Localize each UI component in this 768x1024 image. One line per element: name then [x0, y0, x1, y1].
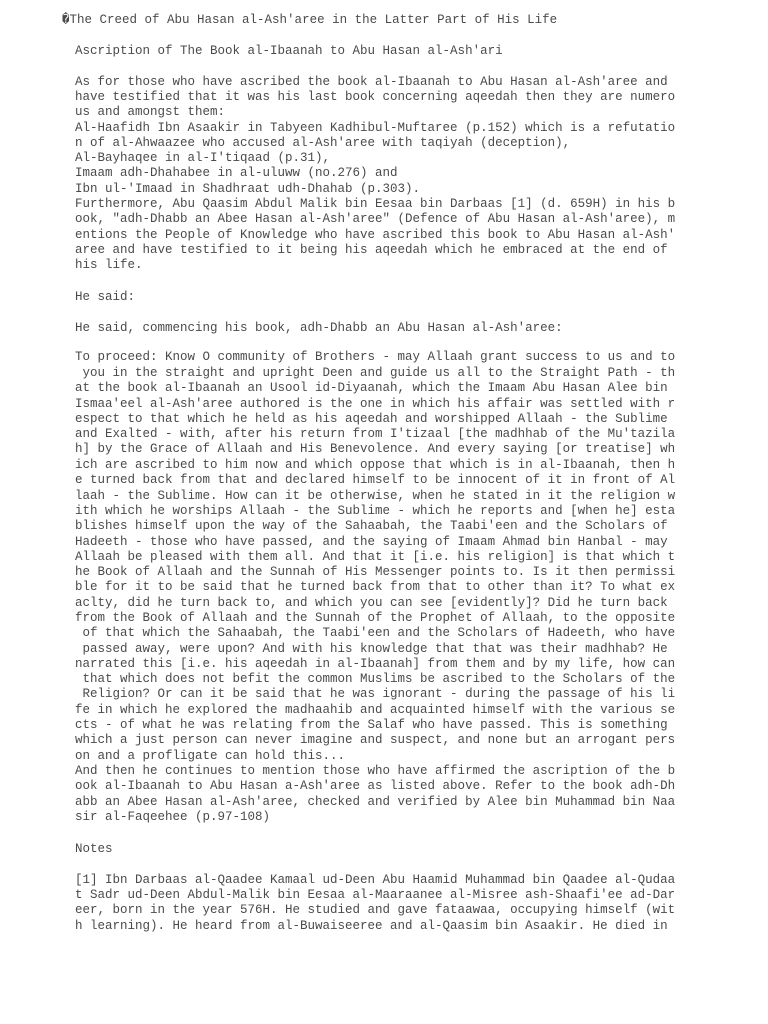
- text-line: Ibn ul-'Imaad in Shadhraat udh-Dhahab (p.303).: [75, 182, 421, 196]
- text-line: As for those who have ascribed the book al-Ibaanah to Abu Hasan al-Ash'aree and: [75, 75, 668, 89]
- text-line: Furthermore, Abu Qaasim Abdul Malik bin Eesaa bin Darbaas [1] (d. 659H) in his b: [75, 197, 676, 211]
- text-line: t Sadr ud-Deen Abdul-Malik bin Eesaa al-Maaraanee al-Misree ash-Shaafi'ee ad-Dar: [75, 888, 676, 902]
- text-line: Al-Bayhaqee in al-I'tiqaad (p.31),: [75, 151, 331, 165]
- text-line: espect to that which he held as his aqeedah and worshipped Allaah - the Sublime: [75, 412, 668, 426]
- text-line: us and amongst them:: [75, 105, 226, 119]
- text-line: at the book al-Ibaanah an Usool id-Diyaanah, which the Imaam Abu Hasan Alee bin: [75, 381, 668, 395]
- text-line: entions the People of Knowledge who have ascribed this book to Abu Hasan al-Ash': [75, 228, 676, 242]
- text-line: of that which the Sahaabah, the Taabi'een and the Scholars of Hadeeth, who have: [75, 626, 676, 640]
- text-line: h] by the Grace of Allaah and His Benevolence. And every saying [or treatise] wh: [75, 442, 676, 456]
- text-line: laah - the Sublime. How can it be otherwise, when he stated in it the religion w: [75, 489, 676, 503]
- text-line: ook, "adh-Dhabb an Abee Hasan al-Ash'aree" (Defence of Abu Hasan al-Ash'aree), m: [75, 212, 676, 226]
- text-line: h learning). He heard from al-Buwaiseeree and al-Qaasim bin Asaakir. He died in: [75, 919, 668, 933]
- text-line: that which does not befit the common Muslims be ascribed to the Scholars of the: [75, 672, 676, 686]
- text-line: have testified that it was his last book concerning aqeedah then they are numero: [75, 90, 676, 104]
- text-line: cts - of what he was relating from the Salaf who have passed. This is something: [75, 718, 668, 732]
- text-line: e turned back from that and declared himself to be innocent of it in front of Al: [75, 473, 676, 487]
- text-line: To proceed: Know O community of Brothers - may Allaah grant success to us and to: [75, 350, 676, 364]
- text-line: ook al-Ibaanah to Abu Hasan a-Ash'aree as listed above. Refer to the book adh-Dh: [75, 779, 676, 793]
- text-line: And then he continues to mention those who have affirmed the ascription of the b: [75, 764, 676, 778]
- document-title: �The Creed of Abu Hasan al-Ash'aree in the Latter Part of His Life: [62, 13, 558, 27]
- text-line: aree and have testified to it being his aqeedah which he embraced at the end of: [75, 243, 668, 257]
- text-line: narrated this [i.e. his aqeedah in al-Ibaanah] from them and by my life, how can: [75, 657, 676, 671]
- text-line: from the Book of Allaah and the Sunnah of the Prophet of Allaah, to the opposite: [75, 611, 676, 625]
- text-line: blishes himself upon the way of the Sahaabah, the Taabi'een and the Scholars of: [75, 519, 668, 533]
- text-line: fe in which he explored the madhaahib and acquainted himself with the various se: [75, 703, 676, 717]
- text-line: passed away, were upon? And with his knowledge that that was their madhhab? He: [75, 642, 668, 656]
- text-line: Allaah be pleased with them all. And that it [i.e. his religion] is that which t: [75, 550, 676, 564]
- text-line: you in the straight and upright Deen and guide us all to the Straight Path - th: [75, 366, 676, 380]
- text-line: ith which he worships Allaah - the Sublime - which he reports and [when he] esta: [75, 504, 676, 518]
- text-line: Al-Haafidh Ibn Asaakir in Tabyeen Kadhibul-Muftaree (p.152) which is a refutatio: [75, 121, 676, 135]
- he-said-line: He said:: [75, 290, 136, 304]
- text-line: Ismaa'eel al-Ash'aree authored is the one in which his affair was settled with r: [75, 397, 676, 411]
- text-line: ich are ascribed to him now and which oppose that which is in al-Ibaanah, then h: [75, 458, 676, 472]
- text-line: which a just person can never imagine and suspect, and none but an arrogant pers: [75, 733, 676, 747]
- text-line: ble for it to be said that he turned back from that to other than it? To what ex: [75, 580, 676, 594]
- text-line: aclty, did he turn back to, and which you can see [evidently]? Did he turn back: [75, 596, 668, 610]
- document-subtitle: Ascription of The Book al-Ibaanah to Abu Hasan al-Ash'ari: [75, 44, 503, 58]
- text-line: and Exalted - with, after his return from I'tizaal [the madhhab of the Mu'tazila: [75, 427, 676, 441]
- text-line: on and a profligate can hold this...: [75, 749, 346, 763]
- text-line: he Book of Allaah and the Sunnah of His Messenger points to. Is it then permissi: [75, 565, 676, 579]
- text-line: abb an Abee Hasan al-Ash'aree, checked and verified by Alee bin Muhammad bin Naa: [75, 795, 676, 809]
- text-line: [1] Ibn Darbaas al-Qaadee Kamaal ud-Deen Abu Haamid Muhammad bin Qaadee al-Qudaa: [75, 873, 676, 887]
- text-line: Religion? Or can it be said that he was ignorant - during the passage of his li: [75, 687, 676, 701]
- text-line: Hadeeth - those who have passed, and the saying of Imaam Ahmad bin Hanbal - may: [75, 535, 668, 549]
- notes-heading: Notes: [75, 842, 113, 856]
- text-line: n of al-Ahwaazee who accused al-Ash'aree with taqiyah (deception),: [75, 136, 571, 150]
- he-said-commencing-line: He said, commencing his book, adh-Dhabb an Abu Hasan al-Ash'aree:: [75, 321, 563, 335]
- text-line: Imaam adh-Dhahabee in al-uluww (no.276) and: [75, 166, 398, 180]
- text-line: his life.: [75, 258, 143, 272]
- text-line: sir al-Faqeehee (p.97-108): [75, 810, 271, 824]
- text-line: eer, born in the year 576H. He studied and gave fataawaa, occupying himself (wit: [75, 903, 676, 917]
